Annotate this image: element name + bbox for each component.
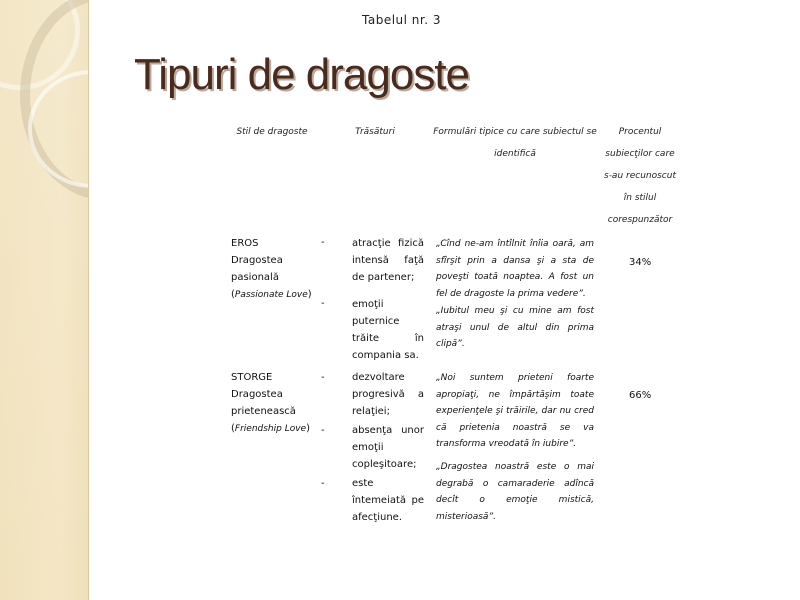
style-english: (Passionate Love) <box>231 289 312 300</box>
column-header-style: Stil de dragoste <box>236 127 308 137</box>
column-header-traits: Trăsături <box>355 127 395 137</box>
trait-text: absenţa unor emoţii copleşitoare; <box>352 425 424 470</box>
quote-text: „Iubitul meu şi cu mine am fost atraşi unul de altul din prima clipă”. <box>436 306 594 349</box>
table-number: Tabelul nr. 3 <box>362 13 441 27</box>
style-english-text: Friendship Love <box>234 424 307 434</box>
trait-text: este întemeiată pe afecţiune. <box>352 478 424 523</box>
style-english: (Friendship Love) <box>231 423 310 434</box>
bullet-dash: - <box>321 478 325 489</box>
bullet-dash: - <box>321 372 325 383</box>
style-description: Dragostea prietenească <box>231 389 296 417</box>
decorative-side-band <box>0 0 89 600</box>
percent-value: 34% <box>629 257 652 268</box>
style-name: STORGE <box>231 372 273 383</box>
decorative-gloss <box>0 0 88 600</box>
bullet-dash: - <box>321 237 325 248</box>
trait-text: dezvoltare progresivă a relaţiei; <box>352 372 424 417</box>
style-description: Dragostea pasională <box>231 255 283 283</box>
percent-value: 66% <box>629 390 652 401</box>
trait-text: emoţii puternice trăite în compania sa. <box>352 299 424 361</box>
style-english-text: Passionate Love <box>234 290 308 300</box>
trait-text: atracţie fizică intensă faţă de partener; <box>352 238 424 283</box>
quote-text: „Dragostea noastră este o mai degrabă o camaraderie adîncă decît o emoţie mistică, misterioasă”. <box>436 462 594 522</box>
quote-text: „Noi suntem prieteni foarte apropiaţi, ne împărtăşim toate experienţele şi trăirile, dar nu cred că prietenia noastră se va transforma vreodată în iubire”. <box>436 373 594 449</box>
column-header-percent: Procentul subiecţilor care s-au recunoscut în stilul corespunzător <box>604 127 676 225</box>
bullet-dash: - <box>321 425 325 436</box>
quote-text: „Cînd ne-am întîlnit înîia oară, am sfîrşit prin a dansa şi a sta de poveşti toată noaptea. A fost un fel de dragoste la prima vedere”. <box>436 239 594 299</box>
slide-title: Tipuri de dragoste <box>134 50 470 99</box>
bullet-dash: - <box>321 298 325 309</box>
style-name: EROS <box>231 238 259 249</box>
style-cell-eros <box>231 235 316 304</box>
style-cell-storge <box>231 369 316 438</box>
column-header-phrases: Formulări tipice cu care subiectul se identifică <box>433 127 597 159</box>
